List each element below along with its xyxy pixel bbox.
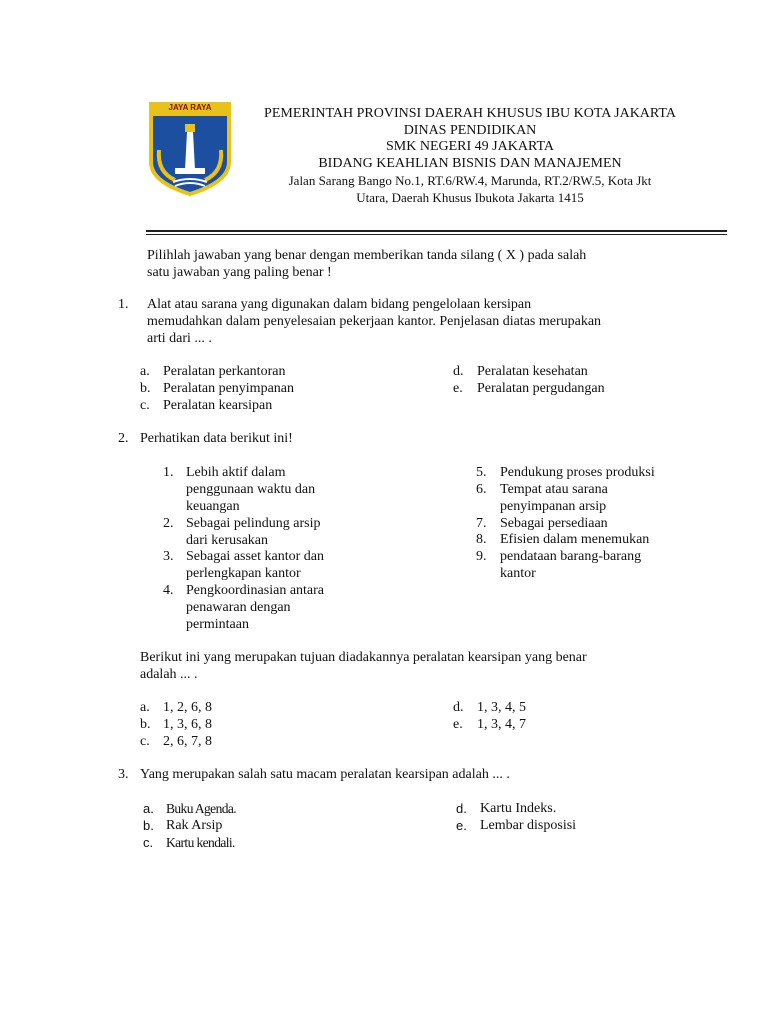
q2-item-4-line-1: Pengkoordinasian antara [186, 583, 325, 598]
letterhead [250, 106, 690, 206]
q2-option-e-label: e. [453, 717, 463, 732]
q2-text: Perhatikan data berikut ini! [140, 431, 293, 446]
q3-number: 3. [118, 767, 129, 782]
q3-option-b-label: b. [143, 818, 154, 833]
q1-number: 1. [118, 297, 129, 312]
q2-item-9-line-2: kantor [500, 566, 536, 581]
q2-option-b[interactable]: 1, 3, 6, 8 [163, 717, 212, 732]
q2-item-1-num: 1. [163, 465, 174, 480]
q2-item-5-line-1: Pendukung proses produksi [500, 465, 655, 480]
q2-item-8-line-1: Efisien dalam menemukan [500, 532, 650, 547]
q1-option-b-label: b. [140, 381, 151, 396]
q1-text-line-1: Alat atau sarana yang digunakan dalam bidang pengelolaan kersipan [147, 297, 532, 312]
q2-option-b-label: b. [140, 717, 151, 732]
header-address-2: Utara, Daerah Khusus Ibukota Jakarta 1415 [356, 190, 584, 205]
q2-item-2-line-2: dari kerusakan [186, 533, 269, 548]
q2-item-1-line-3: keuangan [186, 499, 240, 514]
q1-option-b[interactable]: Peralatan penyimpanan [163, 381, 295, 396]
q2-option-d-label: d. [453, 700, 464, 715]
q2-item-1-line-2: penggunaan waktu dan [186, 482, 316, 497]
q2-option-a[interactable]: 1, 2, 6, 8 [163, 700, 212, 715]
q3-text: Yang merupakan salah satu macam peralatan kearsipan adalah ... . [140, 767, 510, 782]
q3-option-d-label: d. [456, 801, 467, 816]
instruction-line-1: Pilihlah jawaban yang benar dengan memberikan tanda silang ( X ) pada salah [147, 248, 587, 263]
q2-item-7-line-1: Sebagai persediaan [500, 516, 608, 531]
q1-option-c-label: c. [140, 398, 150, 413]
q3-option-c-label: c. [143, 835, 154, 850]
q2-option-a-label: a. [140, 700, 150, 715]
q3-option-b[interactable]: Rak Arsip [166, 818, 223, 833]
q3-option-e[interactable]: Lembar disposisi [480, 818, 577, 833]
q2-item-5-num: 5. [476, 465, 487, 480]
q2-item-6-num: 6. [476, 482, 487, 497]
header-divider-thin [146, 234, 727, 235]
q1-option-a[interactable]: Peralatan perkantoran [163, 364, 286, 379]
q2-item-3-line-2: perlengkapan kantor [186, 566, 301, 581]
q1-option-d-label: d. [453, 364, 464, 379]
jakarta-logo [145, 100, 235, 196]
q2-item-2-line-1: Sebagai pelindung arsip [186, 516, 321, 531]
jakarta-emblem-icon [145, 100, 235, 196]
header-address-1: Jalan Sarang Bango No.1, RT.6/RW.4, Marunda, RT.2/RW.5, Kota Jkt [288, 173, 652, 188]
logo-banner-text: JAYA RAYA [168, 103, 212, 112]
q2-item-4-line-3: permintaan [186, 617, 249, 632]
q2-prompt-line-1: Berikut ini yang merupakan tujuan diadakannya peralatan kearsipan yang benar [140, 650, 587, 665]
q2-option-d[interactable]: 1, 3, 4, 5 [477, 700, 526, 715]
q2-number: 2. [118, 431, 129, 446]
q1-option-a-label: a. [140, 364, 150, 379]
q1-option-c[interactable]: Peralatan kearsipan [163, 398, 273, 413]
q2-item-8-num: 8. [476, 532, 487, 547]
q1-text-line-2: memudahkan dalam penyelesaian pekerjaan kantor. Penjelasan diatas merupakan [147, 314, 602, 329]
q2-option-c[interactable]: 2, 6, 7, 8 [163, 734, 212, 749]
q2-item-1-line-1: Lebih aktif dalam [186, 465, 286, 480]
q2-item-4-num: 4. [163, 583, 174, 598]
q2-item-7-num: 7. [476, 516, 487, 531]
q3-option-a-label: a. [143, 801, 154, 816]
q1-text-line-3: arti dari ... . [147, 331, 212, 346]
header-line-3: SMK NEGERI 49 JAKARTA [386, 139, 554, 154]
q2-item-4-line-2: penawaran dengan [186, 600, 291, 615]
q3-option-a[interactable]: Buku Agenda. [166, 801, 237, 816]
instruction-line-2: satu jawaban yang paling benar ! [147, 265, 332, 280]
header-line-4: BIDANG KEAHLIAN BISNIS DAN MANAJEMEN [318, 155, 622, 171]
q2-item-6-line-1: Tempat atau sarana [500, 482, 608, 497]
header-divider-thick [146, 230, 727, 232]
q2-item-3-num: 3. [163, 549, 174, 564]
header-line-1: PEMERINTAH PROVINSI DAERAH KHUSUS IBU KOTA JAKARTA [264, 106, 676, 121]
q2-prompt-line-2: adalah ... . [140, 667, 198, 682]
q2-item-6-line-2: penyimpanan arsip [500, 499, 607, 514]
header-line-2: DINAS PENDIDIKAN [403, 122, 537, 138]
q3-option-e-label: e. [456, 818, 467, 833]
q2-option-c-label: c. [140, 734, 150, 749]
q1-option-e[interactable]: Peralatan pergudangan [477, 381, 605, 396]
q2-option-e[interactable]: 1, 3, 4, 7 [477, 717, 526, 732]
q2-item-9-num: 9. [476, 549, 487, 564]
q3-option-c[interactable]: Kartu kendali. [166, 835, 235, 850]
q2-item-3-line-1: Sebagai asset kantor dan [186, 549, 325, 564]
q1-option-d[interactable]: Peralatan kesehatan [477, 364, 588, 379]
q2-item-9-line-1: pendataan barang-barang [500, 549, 642, 564]
q1-option-e-label: e. [453, 381, 463, 396]
q3-option-d[interactable]: Kartu Indeks. [480, 801, 557, 816]
q2-item-2-num: 2. [163, 516, 174, 531]
